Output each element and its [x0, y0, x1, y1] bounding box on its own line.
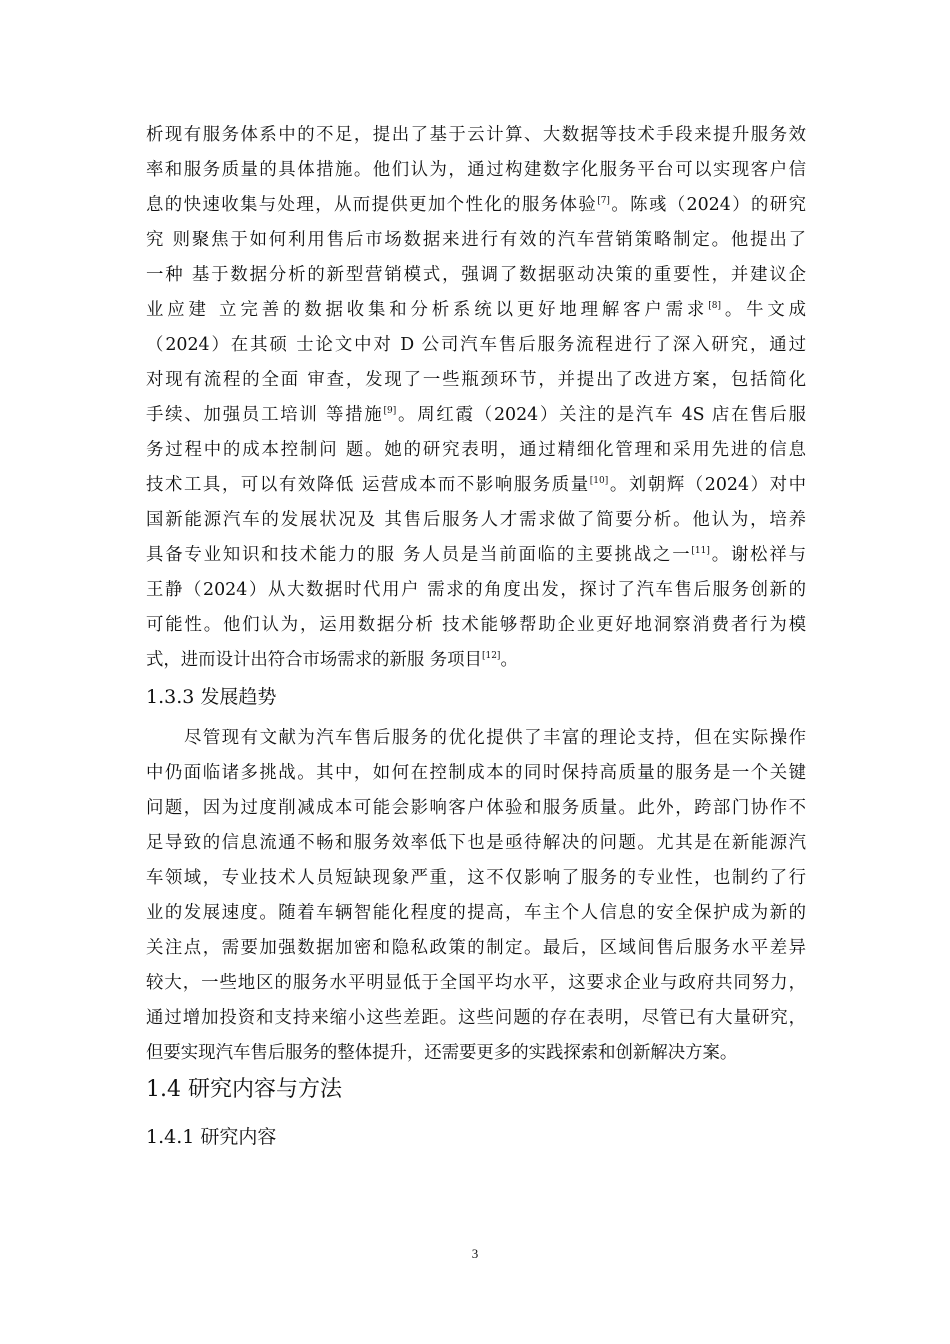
- text-line: 较大，一些地区的服务水平明显低于全国平均水平，这要求企业与政府共同努力，: [146, 973, 806, 993]
- citation-marker: [7]: [597, 196, 610, 206]
- text-line: 尽管现有文献为汽车售后服务的优化提供了丰富的理论支持，但在实际操作: [184, 728, 806, 748]
- text-line: 率和服务质量的具体措施。他们认为，通过构建数字化服务平台可以实现客户信: [146, 160, 806, 180]
- text-line: 一种 基于数据分析的新型营销模式，强调了数据驱动决策的重要性，并建议企: [146, 265, 806, 285]
- text-line: 通过增加投资和支持来缩小这些差距。这些问题的存在表明，尽管已有大量研究，: [146, 1008, 806, 1028]
- citation-marker: [8]: [708, 301, 721, 311]
- text-line: 技术工具，可以有效降低 运营成本而不影响服务质量[10]。刘朝辉（2024）对中: [146, 475, 806, 495]
- text-line: 足导致的信息流通不畅和服务效率低下也是亟待解决的问题。尤其是在新能源汽: [146, 833, 806, 853]
- text-line: 关注点，需要加强数据加密和隐私政策的制定。最后，区域间售后服务水平差异: [146, 938, 806, 958]
- text-line: 对现有流程的全面 审查，发现了一些瓶颈环节，并提出了改进方案，包括简化: [146, 370, 806, 390]
- text-line: 究 则聚焦于如何利用售后市场数据来进行有效的汽车营销策略制定。他提出了: [146, 230, 806, 250]
- text-line: 析现有服务体系中的不足，提出了基于云计算、大数据等技术手段来提升服务效: [146, 125, 806, 145]
- text-line: 车领域，专业技术人员短缺现象严重，这不仅影响了服务的专业性，也制约了行: [146, 868, 806, 888]
- citation-marker: [9]: [383, 406, 397, 416]
- text-line: 王静（2024）从大数据时代用户 需求的角度出发，探讨了汽车售后服务创新的: [146, 580, 806, 600]
- text-line: 务过程中的成本控制问 题。她的研究表明，通过精细化管理和采用先进的信息: [146, 440, 806, 460]
- text-line: 业的发展速度。随着车辆智能化程度的提高，车主个人信息的安全保护成为新的: [146, 903, 806, 923]
- text-line: 问题，因为过度削减成本可能会影响客户体验和服务质量。此外，跨部门协作不: [146, 798, 806, 818]
- citation-marker: [11]: [691, 546, 710, 556]
- text-line: 式，进而设计出符合市场需求的新服 务项目[12]。: [146, 650, 518, 670]
- text-line: 国新能源汽车的发展状况及 其售后服务人才需求做了简要分析。他认为，培养: [146, 510, 806, 530]
- text-line: 手续、加强员工培训 等措施[9]。周红霞（2024）关注的是汽车 4S 店在售后服: [146, 405, 806, 425]
- text-line: 息的快速收集与处理，从而提供更加个性化的服务体验[7]。陈彧（2024）的研究: [146, 195, 806, 215]
- section-heading-1-3-3: 1.3.3 发展趋势: [146, 686, 277, 708]
- section-heading-1-4-1: 1.4.1 研究内容: [146, 1126, 277, 1148]
- text-line: 可能性。他们认为，运用数据分析 技术能够帮助企业更好地洞察消费者行为模: [146, 615, 806, 635]
- text-line: 中仍面临诸多挑战。其中，如何在控制成本的同时保持高质量的服务是一个关键: [146, 763, 806, 783]
- text-line: 业应建 立完善的数据收集和分析系统以更好地理解客户需求[8]。牛文成: [146, 300, 806, 320]
- citation-marker: [12]: [481, 651, 501, 661]
- text-line: （2024）在其硕 士论文中对 D 公司汽车售后服务流程进行了深入研究，通过: [146, 335, 806, 355]
- text-line: 但要实现汽车售后服务的整体提升，还需要更多的实践探索和创新解决方案。: [146, 1043, 738, 1063]
- section-heading-1-4: 1.4 研究内容与方法: [146, 1077, 342, 1102]
- text-line: 具备专业知识和技术能力的服 务人员是当前面临的主要挑战之一[11]。谢松祥与: [146, 545, 806, 565]
- page-number: 3: [471, 1246, 479, 1261]
- citation-marker: [10]: [589, 476, 609, 486]
